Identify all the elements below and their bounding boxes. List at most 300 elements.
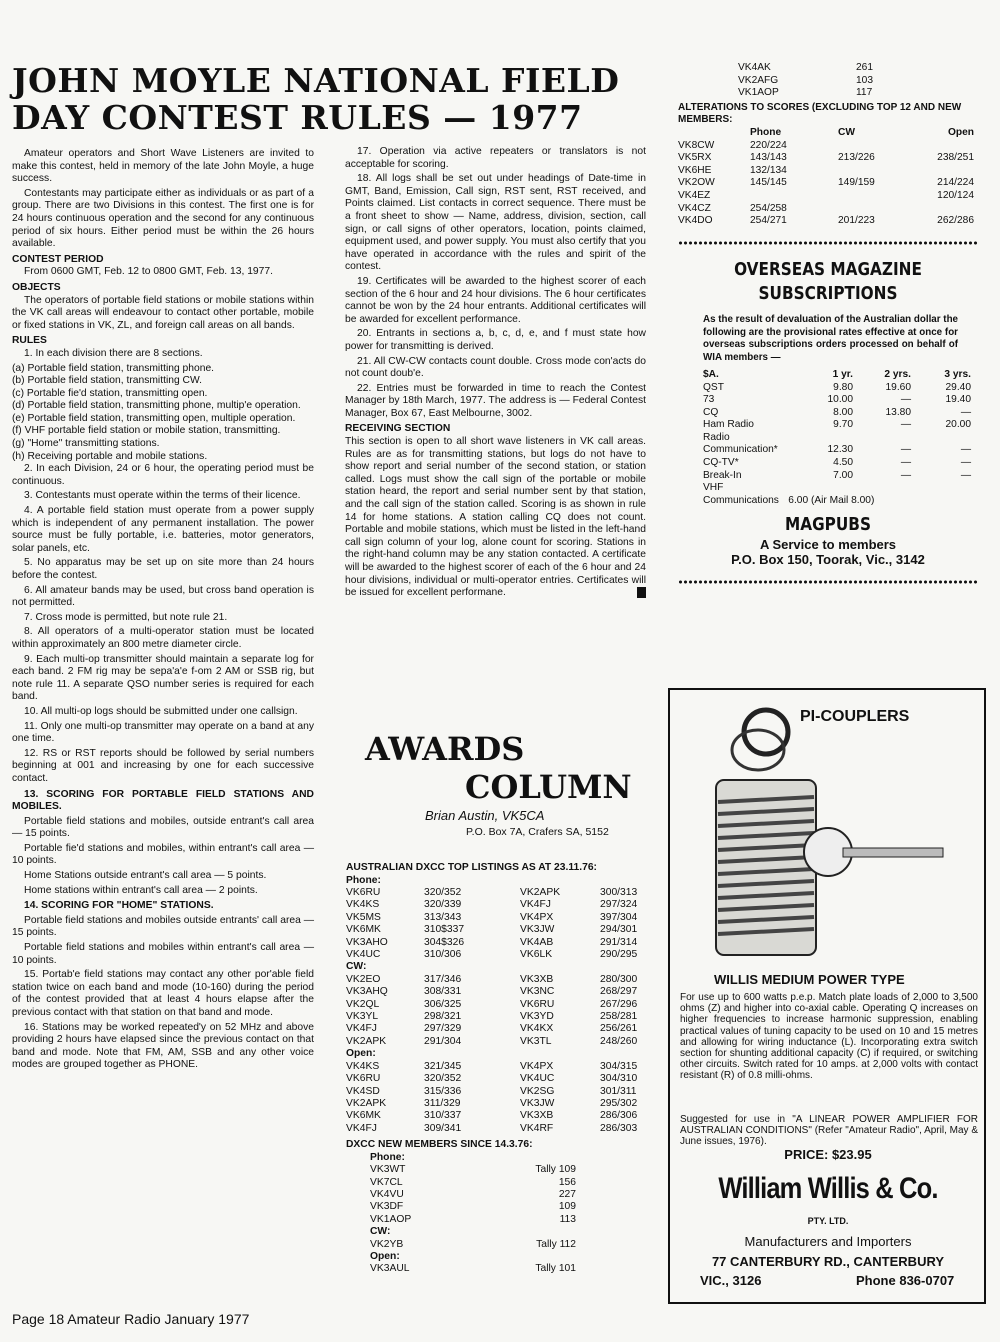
ad-text: For use up to 600 watts p.e.p. Match plate loads of 2,000 to 3,500 ohms (Z) and higher into co-axial cable. Operating Q increases on higher frequencies to increase harmonic suppression, enabling practical values of tuning capacity to be used on 10 and 15 metres and allowing for wiring inductance (L). Incorporating extra switch section for shunting additional capacity (C) if required, or switching other circuits. Switch rated for 10 amps. at 2,000 volts with contact resistant (R) of 0.8 milli-ohms. [680, 992, 978, 1082]
dxcc-table [346, 875, 646, 1136]
table-cell: 267/296 [600, 998, 638, 1010]
rule-1d: (d) Portable field station, transmitting phone, multip'e operation. [12, 400, 301, 412]
table-cell: 261 [856, 62, 873, 73]
table-row [346, 1011, 646, 1023]
table-cell: — [960, 444, 971, 456]
table-row [703, 495, 978, 508]
table-cell: VK2APK [346, 1097, 387, 1109]
rule-13c: Home Stations outside entrant's call area — 5 points. [24, 870, 267, 882]
table-row [346, 1098, 646, 1110]
table-cell: 10.00 [827, 394, 853, 406]
table-cell: VK2AFG [738, 74, 779, 86]
table-cell: VK5RX [678, 152, 712, 164]
table-cell: 320/339 [424, 899, 462, 911]
rule-3: 3. Contestants must operate within the terms of their licence. [24, 490, 301, 502]
table-row [703, 382, 978, 395]
table-cell: — [900, 444, 911, 456]
table-cell: CQ [703, 406, 719, 418]
table-cell: 313/343 [424, 911, 462, 923]
table-cell: VK7CL [370, 1176, 403, 1188]
table-cell: 291/314 [600, 936, 638, 948]
table-cell: Tally 112 [536, 1238, 576, 1250]
table-cell: VK4EZ [678, 189, 711, 201]
table-cell: VK3WT [370, 1164, 406, 1176]
rule-14a: Portable field stations and mobiles outside entrants' call area — 15 points. [12, 914, 314, 939]
table-cell [911, 432, 971, 445]
table-cell: 117 [856, 87, 873, 99]
table-cell: 290/295 [600, 949, 638, 961]
table-cell: 321/345 [424, 1060, 462, 1072]
rule-17: 17. Operation via active repeaters or translators is not acceptable for scoring. [345, 146, 646, 170]
table-row [346, 924, 646, 936]
rule-22: 22. Entries must be forwarded in time to reach the Contest Manager by 18th March, 1977. The address is — Federal Contest Manager, Box 67, East Melbourne, 3002. [345, 382, 646, 419]
table-cell: VK3DF [370, 1201, 404, 1213]
table-cell: Tally 101 [535, 1263, 576, 1275]
table-cell: 315/336 [424, 1085, 462, 1097]
table-row [346, 1086, 646, 1098]
author: Brian Austin, VK5CA [425, 808, 545, 823]
objects-text: The operators of portable field stations or mobile stations within the VK call areas will endeavour to contact other portable, mobile or fixed stations in VK, ZL, and foreign call areas on all bands. [12, 294, 314, 331]
table-cell: 254/258 [750, 202, 787, 214]
table-cell [853, 482, 911, 495]
table-cell: 238/251 [937, 152, 974, 164]
table-cell: Open [947, 126, 974, 138]
rules-column-2 [345, 146, 646, 602]
table-cell: VK2SG [520, 1085, 555, 1097]
advertisement [668, 688, 986, 1304]
table-cell: Communication* [703, 444, 778, 456]
table-row [678, 165, 978, 178]
table-cell: 143/143 [750, 152, 787, 164]
table-cell: VK4PX [520, 1060, 554, 1072]
table-cell: 304/310 [600, 1073, 638, 1085]
table-cell [838, 203, 914, 216]
table-row [738, 75, 978, 88]
ad-address-2: VIC., 3126 [700, 1273, 762, 1288]
table-row [678, 203, 978, 216]
table-cell: 310$337 [424, 924, 465, 936]
table-cell [838, 165, 914, 178]
table-cell: 397/304 [600, 911, 638, 923]
table-cell: 304/315 [600, 1060, 638, 1072]
table-row [703, 419, 978, 432]
table-cell [895, 495, 936, 508]
table-cell: 113 [559, 1213, 576, 1225]
rule-7: 7. Cross mode is permitted, but note rule 21. [24, 611, 228, 623]
table-cell: 8.00 [833, 406, 853, 418]
table-cell: VK4FJ [520, 899, 551, 911]
table-cell: 213/226 [838, 152, 875, 164]
table-cell: VK3AHQ [346, 986, 388, 998]
table-cell: VK2YB [370, 1238, 404, 1250]
table-cell: Radio [703, 431, 730, 443]
heading-rules: RULES [12, 335, 47, 347]
table-row [703, 470, 978, 483]
author-address: P.O. Box 7A, Crafers SA, 5152 [466, 826, 609, 838]
table-cell: 12.30 [827, 444, 853, 456]
receiving-text: This section is open to all short wave listeners in VK call areas. Rules are as for transmitting stations, but logs do not have to show report and serial number of the second station, or station called. Logs must show the call sign of the portable or mobile station heard, the report and serial number sent by that station, and the call sign of the station called. Scoring is as shown in rule 14 for home stations. A station calling CQ does not count. Portable and mobile stations, which must be listed in the left-hand call sign column of your log, alone count for scoring. Stations in the right-hand column may be any station contacted. A certificate will be awarded to the highest scorer of each of the 6 hour and 24 hour divisions, individual or multi-operator entries. Certificates will be issued for excellent performane. [345, 436, 646, 599]
table-cell: 19.60 [885, 381, 911, 393]
table-row [703, 432, 978, 445]
table-row [346, 949, 646, 961]
table-cell: 1 yr. [832, 368, 853, 380]
dxcc-listings [346, 862, 646, 1276]
table-cell: VK4PX [520, 911, 554, 923]
table-row [346, 974, 646, 986]
table-cell: VK3NC [520, 986, 555, 998]
rule-10: 10. All multi-op logs should be submitted under one callsign. [24, 705, 298, 717]
table-cell: 309/341 [424, 1122, 462, 1134]
awards-title [365, 730, 632, 806]
table-cell: 2 yrs. [884, 368, 911, 380]
dxcc-title: AUSTRALIAN DXCC TOP LISTINGS AS AT 23.11.76: [346, 862, 597, 873]
table-cell: 286/303 [600, 1122, 638, 1134]
magpubs-address: P.O. Box 150, Toorak, Vic., 3142 [731, 552, 925, 568]
table-cell: CW [838, 126, 855, 138]
heading-receiving-section: RECEIVING SECTION [345, 423, 451, 435]
table-cell [853, 432, 911, 445]
rule-1g: (g) "Home" transmitting stations. [12, 438, 160, 450]
rule-8: 8. All operators of a multi-operator station must be located within approximately an 800 metre diameter circle. [12, 626, 314, 650]
table-cell: VK6HE [678, 164, 712, 176]
rule-1a: (a) Portable field station, transmitting phone. [12, 362, 215, 374]
table-cell: VK3XB [520, 973, 554, 985]
rule-1c: (c) Portable fie'd station, transmitting open. [12, 387, 208, 399]
awards-title-1: AWARDS [365, 730, 525, 768]
table-row [346, 1214, 646, 1226]
table-cell: 317/346 [424, 973, 462, 985]
rule-13a: Portable field stations and mobiles, outside entrant's call area — 15 points. [12, 815, 314, 840]
awards-title-2: COLUMN [465, 768, 632, 806]
table-cell: 294/301 [600, 924, 638, 936]
table-row [346, 1239, 646, 1251]
table-cell: — [960, 406, 971, 418]
table-cell: VK3YD [520, 1011, 554, 1023]
table-cell: VK6MK [346, 1110, 381, 1122]
table-cell: 3 yrs. [944, 368, 971, 380]
table-row [678, 215, 978, 228]
table-row [703, 482, 978, 495]
table-cell: 120/124 [937, 189, 974, 201]
table-row [346, 1061, 646, 1073]
rule-12: 12. RS or RST reports should be followed by serial numbers beginning at 001 and increasing by one for each successive contact. [12, 747, 314, 784]
rule-14-heading: 14. SCORING FOR "HOME" STATIONS. [24, 900, 214, 912]
table-row [346, 1189, 646, 1201]
table-cell: 291/304 [424, 1035, 462, 1047]
table-cell [678, 127, 750, 140]
table-cell: VK8CW [678, 139, 715, 151]
table-cell: 297/324 [600, 899, 638, 911]
table-cell [936, 495, 978, 508]
group-label: CW: [346, 961, 367, 973]
table-row [346, 1023, 646, 1035]
rule-13b: Portable fie'd stations and mobiles, within entrant's call area — 10 points. [12, 842, 314, 867]
ad-price: PRICE: $23.95 [784, 1147, 872, 1162]
table-cell: 19.40 [945, 394, 971, 406]
table-row [346, 1073, 646, 1085]
ad-company: William Willis & Co. [718, 1172, 938, 1205]
table-cell: 6.00 (Air Mail 8.00) [788, 494, 875, 506]
table-row [738, 87, 978, 100]
alterations-title: ALTERATIONS TO SCORES (EXCLUDING TOP 12 AND NEW MEMBERS: [678, 101, 962, 126]
rules-column-1 [12, 148, 314, 1074]
table-cell: 132/134 [750, 164, 787, 176]
table-row [678, 177, 978, 190]
table-cell: Communications [703, 494, 779, 506]
table-cell: 262/286 [937, 215, 974, 227]
table-cell: — [900, 419, 911, 431]
table-cell: Phone [750, 126, 782, 138]
table-cell: VK4KS [346, 899, 380, 911]
rule-19: 19. Certificates will be awarded to the highest scorer of each section of the 6 hour and 24 hour divisions. The 6 hour certificates cannot be won by the 24 hour entrants. Additional certificates will be awarded for excellent performance. [345, 275, 646, 325]
table-cell: VK4KS [346, 1060, 380, 1072]
table-cell: VK4FJ [346, 1023, 377, 1035]
table-cell: 311/329 [424, 1097, 461, 1109]
table-cell: 298/321 [424, 1011, 462, 1023]
table-cell: — [960, 469, 971, 481]
table-cell: VK2OW [678, 177, 715, 189]
table-cell: 29.40 [945, 381, 971, 393]
group-label: Open: [346, 1048, 376, 1060]
table-cell: 310/337 [424, 1110, 462, 1122]
table-cell: 286/306 [600, 1110, 638, 1122]
table-cell: VK2APK [346, 1035, 387, 1047]
table-cell: VK4AK [738, 62, 771, 73]
rule-5: 5. No apparatus may be set up on site more than 24 hours before the contest. [12, 557, 314, 581]
table-row [346, 937, 646, 949]
table-cell [838, 140, 914, 153]
table-cell: 109 [558, 1201, 576, 1213]
pi-coupler-image [678, 702, 948, 972]
rule-6: 6. All amateur bands may be used, but cross band operation is not permitted. [12, 584, 314, 609]
table-cell: 4.50 [833, 457, 853, 469]
ad-pty: PTY. LTD. [807, 1216, 849, 1226]
page-title [12, 62, 662, 136]
table-row [346, 1164, 646, 1176]
table-cell: 227 [558, 1188, 576, 1200]
table-cell: Tally 109 [535, 1164, 576, 1176]
table-cell: VK3TL [520, 1035, 552, 1047]
rule-4: 4. A portable field station must operate from a power supply which is independent of any permanent installation. The power source must be fully portable, i.e. batteries, motor generators, solar panels, etc. [12, 505, 314, 554]
rule-15: 15. Portab'e field stations may contact any other por'able field station twice on each band and mode (10-160) during the period of the contest provided that at least 4 hours elapse after the previous contact with that station on that band and mode. [12, 969, 314, 1018]
ad-address-1: 77 CANTERBURY RD., CANTERBURY [711, 1254, 945, 1269]
table-cell [911, 482, 971, 495]
table-cell: 320/352 [424, 887, 462, 898]
group-label: Open: [370, 1250, 400, 1262]
table-row [346, 1263, 646, 1275]
table-row [346, 1036, 646, 1048]
table-cell: 20.00 [945, 419, 971, 431]
page-footer: Page 18 Amateur Radio January 1977 [12, 1311, 250, 1327]
table-header [678, 127, 978, 140]
dotted-divider [678, 240, 978, 246]
table-cell [750, 190, 838, 203]
dxcc-new-table [346, 1152, 646, 1276]
rule-1f: (f) VHF portable field station or mobile station, transmitting. [12, 425, 281, 437]
ad-phone: Phone 836-0707 [856, 1273, 955, 1288]
table-cell: 297/329 [424, 1023, 462, 1035]
table-cell: Ham Radio [703, 419, 754, 431]
table-row [738, 62, 978, 75]
table-cell: 300/313 [600, 887, 638, 898]
ad-manufacturers: Manufacturers and Importers [744, 1234, 912, 1249]
rule-18: 18. All logs shall be set out under headings of Date-time in GMT, Band, Emission, Call sign, RST sent, RST received, and Points claimed. List contacts in correct sequence. There must be a front sheet to show — Name, address, division, section, call sign, or call signs of other operators, location, points claimed, equipment used, and power supply. You must also certify that you have operated in accordance with the rules and spirit of the contest. [345, 173, 646, 273]
table-cell [914, 140, 974, 153]
table-cell: QST [703, 381, 724, 393]
table-cell: Break-In [703, 469, 742, 481]
table-cell [914, 203, 974, 216]
table-cell: 13.80 [885, 406, 911, 418]
intro-paragraph-2: Contestants may participate either as individuals or as part of a group. There are two Divisions in this contest. The first one is for 24 hours continuous operation and the second for any continuous period of six hours. Either period must be within the 26 hours available. [12, 187, 314, 250]
dxcc-new-title: DXCC NEW MEMBERS SINCE 14.3.76: [346, 1139, 533, 1151]
table-cell: VK6RU [346, 887, 381, 898]
table-cell: 268/297 [600, 986, 638, 998]
magpubs-subtitle: A Service to members [759, 537, 897, 553]
rule-1h: (h) Receiving portable and mobile stations. [12, 450, 208, 462]
ad-type: WILLIS MEDIUM POWER TYPE [714, 972, 905, 987]
table-header [703, 369, 978, 382]
table-cell: 248/260 [600, 1035, 638, 1047]
table-cell: $A. [703, 368, 719, 380]
ad-title: PI-COUPLERS [800, 708, 910, 725]
group-label: Phone: [346, 874, 381, 886]
table-cell: VK4KX [520, 1023, 554, 1035]
table-cell: 301/311 [600, 1085, 637, 1097]
table-cell: 156 [558, 1176, 576, 1188]
table-cell: 9.70 [833, 419, 853, 431]
table-cell: 7.00 [833, 469, 853, 481]
table-cell: 256/261 [600, 1023, 638, 1035]
rule-1: 1. In each division there are 8 sections. [24, 347, 203, 359]
overseas-text: As the result of devaluation of the Australian dollar the following are the provisional rates effective at once for overseas subscriptions orders processed on behalf of WIA members — [703, 313, 958, 364]
heading-objects: OBJECTS [12, 281, 61, 293]
table-cell: VK2EO [346, 973, 381, 985]
table-row [346, 899, 646, 911]
dotted-divider [678, 579, 978, 585]
table-cell: VK4RF [520, 1122, 554, 1134]
table-cell: VK2APK [520, 887, 561, 898]
group-label: Phone: [370, 1151, 405, 1163]
table-cell: VK4AB [520, 936, 554, 948]
table-cell: VK3AHO [346, 936, 388, 948]
right-column [678, 62, 978, 597]
table-cell: VK4FJ [346, 1122, 377, 1134]
table-cell: 320/352 [424, 1073, 462, 1085]
ad-suggest: Suggested for use in "A LINEAR POWER AMPLIFIER FOR AUSTRALIAN CONDITIONS" (Refer "Amateur Radio", April, May & June issues, 1976). [680, 1114, 978, 1148]
table-cell: 308/331 [424, 986, 462, 998]
table-row [346, 1177, 646, 1189]
table-row [703, 457, 978, 470]
overseas-title-1: OVERSEAS MAGAZINE [734, 258, 922, 280]
table-row [346, 999, 646, 1011]
table-cell: VHF [703, 482, 724, 494]
overseas-title-2: SUBSCRIPTIONS [758, 282, 898, 304]
table-cell: 220/224 [750, 139, 787, 151]
table-row [346, 1123, 646, 1135]
table-cell: — [900, 394, 911, 406]
table-cell: 254/271 [750, 215, 787, 227]
table-cell: 310/306 [424, 949, 462, 961]
table-cell: 295/302 [600, 1097, 638, 1109]
table-cell: VK6LK [520, 949, 553, 961]
table-cell: VK2QL [346, 998, 380, 1010]
table-cell: 145/145 [750, 177, 787, 189]
period-text: From 0600 GMT, Feb. 12 to 0800 GMT, Feb. 13, 1977. [24, 266, 273, 278]
table-cell: VK3XB [520, 1110, 554, 1122]
table-cell: 73 [703, 394, 715, 406]
table-cell: VK1AOP [738, 87, 779, 99]
table-cell: VK4DO [678, 215, 713, 227]
table-cell: 201/223 [838, 215, 875, 227]
table-cell: VK4UC [520, 1073, 555, 1085]
rule-9: 9. Each multi-op transmitter should maintain a separate log for each band. 2 FM rig may be sepa'a'e f-om 2 AM or SSB rig, but note rule 11. A separate QSO number series is required for each band. [12, 653, 314, 703]
table-cell: VK5MS [346, 911, 381, 923]
intro-paragraph: Amateur operators and Short Wave Listeners are invited to make this contest, held in memory of the late John Moyle, a huge success. [12, 148, 314, 185]
rule-1b: (b) Portable field station, transmitting CW. [12, 375, 202, 387]
table-row [346, 912, 646, 924]
top-list [678, 62, 978, 100]
rule-14b: Portable field stations and mobiles within entrant's call area — 10 points. [12, 942, 314, 966]
table-cell [813, 432, 853, 445]
table-row [703, 407, 978, 420]
table-row [346, 1110, 646, 1122]
table-cell: VK4SD [346, 1085, 380, 1097]
table-row [678, 140, 978, 153]
heading-contest-period: CONTEST PERIOD [12, 253, 104, 265]
table-cell: 149/159 [838, 177, 875, 189]
table-row [346, 1201, 646, 1213]
rule-16: 16. Stations may be worked repeated'y on 52 MHz and above providing 2 hours have elapsed since the previous contact on that band and mode. Note that FM, AM, SSB and any other voice modes are grouped together as PHONE. [12, 1021, 314, 1071]
table-cell [914, 165, 974, 178]
title-line-1: JOHN MOYLE NATIONAL FIELD [12, 61, 620, 100]
alterations-table [678, 127, 978, 228]
rule-1e: (e) Portable field station, transmitting open, multiple operation. [12, 412, 296, 424]
table-cell [813, 482, 853, 495]
table-cell [838, 190, 914, 203]
rule-13d: Home stations within entrant's call area — 2 points. [24, 884, 258, 896]
table-row [703, 444, 978, 457]
table-cell: 306/325 [424, 998, 462, 1010]
table-cell: — [900, 469, 911, 481]
rule-2: 2. In each Division, 24 or 6 hour, the operating period must be continuous. [12, 463, 314, 487]
table-cell: VK6RU [346, 1073, 381, 1085]
rule-21: 21. All CW-CW contacts count double. Cross mode con'acts do not count doub'e. [345, 355, 646, 380]
table-cell: 103 [856, 74, 873, 86]
rule-20: 20. Entrants in sections a, b, c, d, e, and f must state how power for transmitting is derived. [345, 328, 646, 352]
table-cell: 304$326 [424, 936, 465, 948]
rule-13-heading: 13. SCORING FOR PORTABLE FIELD STATIONS AND MOBILES. [12, 788, 314, 813]
table-cell: VK3JW [520, 1097, 555, 1109]
rates-table [703, 369, 978, 508]
table-cell: 258/281 [600, 1011, 638, 1023]
table-cell: VK3AUL [370, 1263, 410, 1275]
group-label: CW: [370, 1226, 391, 1238]
table-cell: VK6MK [346, 924, 381, 936]
table-row [346, 986, 646, 998]
table-row [346, 887, 646, 899]
table-cell: CQ-TV* [703, 457, 739, 469]
table-cell: VK6RU [520, 998, 555, 1010]
magpubs-title: MAGPUBS [785, 514, 871, 536]
table-cell: VK3YL [346, 1011, 379, 1023]
table-row [678, 190, 978, 203]
table-cell: 280/300 [600, 973, 638, 985]
table-cell: — [960, 457, 971, 469]
table-cell: VK4VU [370, 1188, 404, 1200]
title-line-2: DAY CONTEST RULES — 1977 [12, 98, 583, 137]
rule-11: 11. Only one multi-op transmitter may operate on a band at any one time. [12, 720, 314, 745]
table-cell: VK1AOP [370, 1213, 412, 1225]
